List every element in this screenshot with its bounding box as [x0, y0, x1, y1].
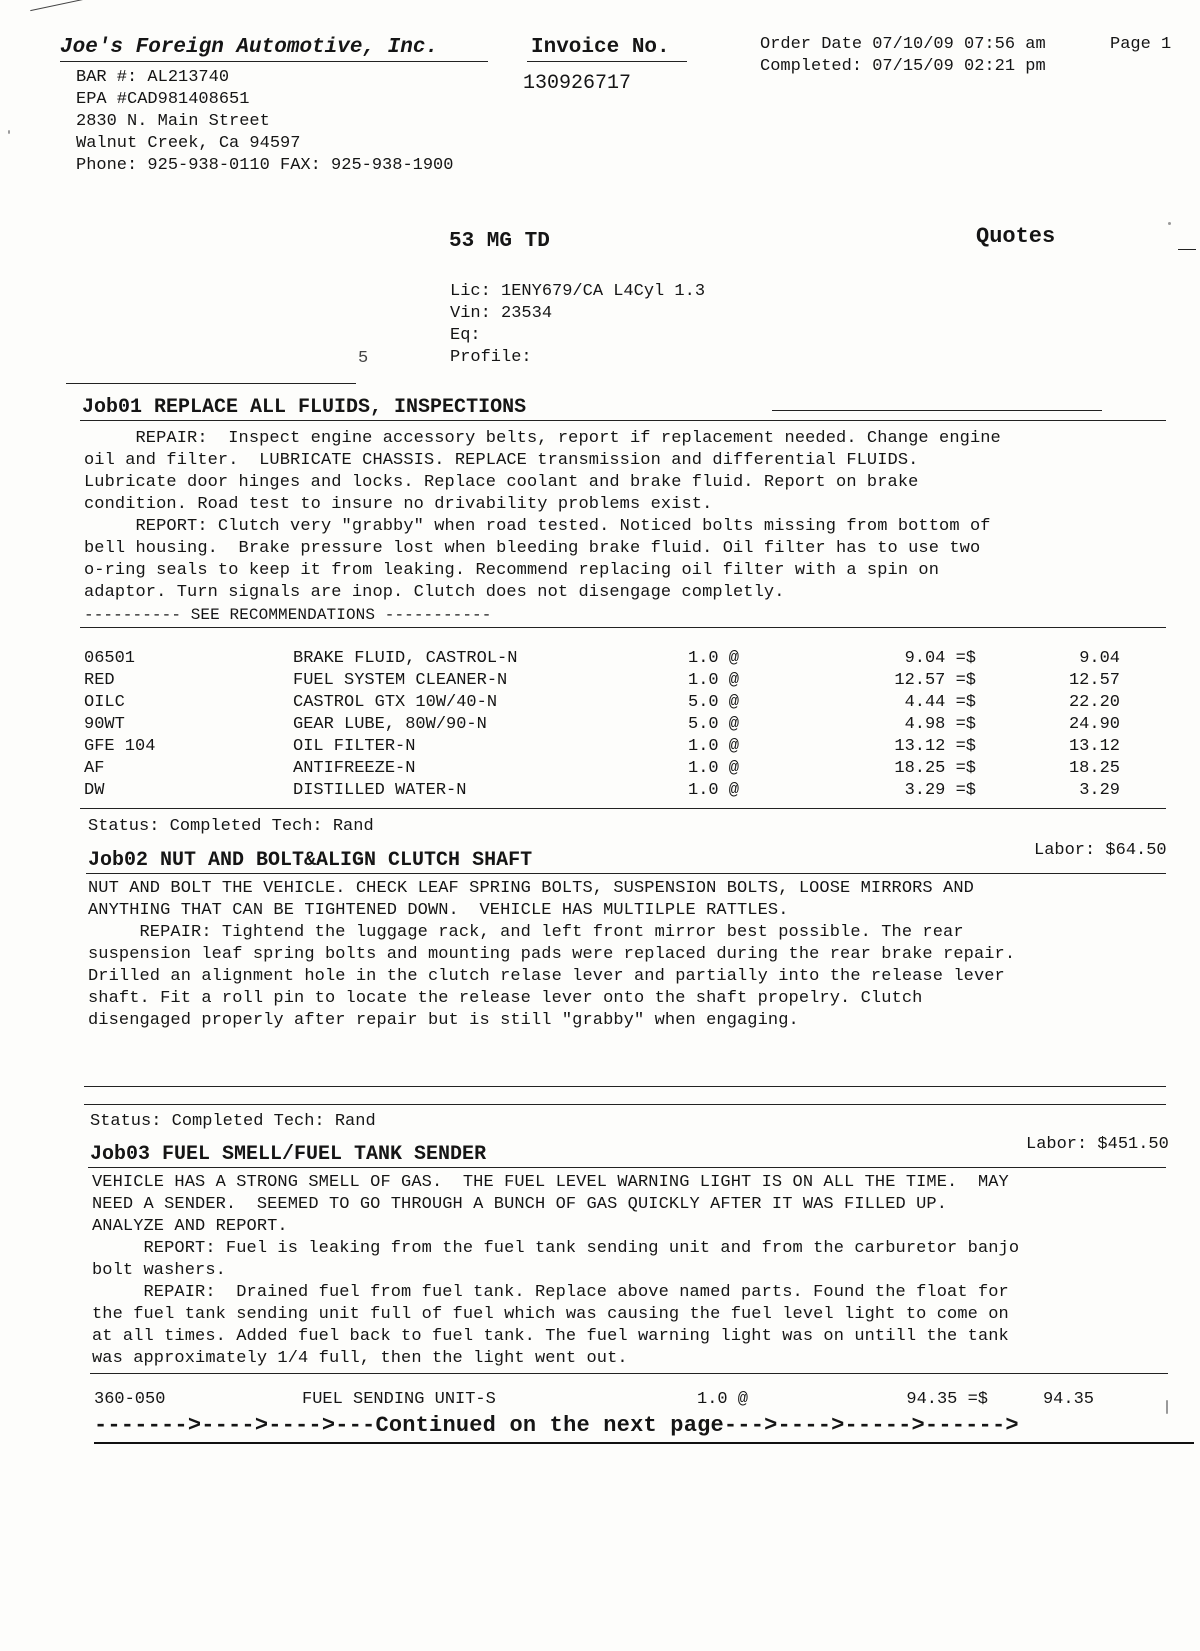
part-total: 18.25 — [1068, 759, 1120, 778]
job3-line: the fuel tank sending unit full of fuel which was causing the fuel level light to come on — [92, 1305, 1009, 1324]
bar-number: BAR #: AL213740 — [76, 68, 230, 87]
job1-line: adaptor. Turn signals are inop. Clutch does not disengage completly. — [84, 583, 785, 602]
company-name: Joe's Foreign Automotive, Inc. — [60, 36, 439, 59]
invoice-number: 130926717 — [523, 72, 632, 95]
job1-line: oil and filter. LUBRICATE CHASSIS. REPLACE transmission and differential FLUIDS. — [84, 451, 919, 470]
completed-date: Completed: 07/15/09 02:21 pm — [760, 57, 1046, 76]
part-code: 06501 — [84, 649, 136, 668]
scan-speck — [1166, 1400, 1168, 1414]
part-desc: CASTROL GTX 10W/40-N — [293, 693, 498, 712]
order-date: Order Date 07/10/09 07:56 am — [760, 35, 1046, 54]
parts-bottom-divider — [80, 808, 1166, 809]
part-total: 13.12 — [1068, 737, 1120, 756]
stray-mark-5: 5 — [358, 349, 369, 368]
job2-line: disengaged properly after repair but is still "grabby" when engaging. — [88, 1011, 799, 1030]
part-code: OILC — [84, 693, 125, 712]
job2-labor: Labor: $64.50 — [1034, 841, 1167, 860]
scan-speck — [8, 130, 10, 134]
part-code: DW — [84, 781, 105, 800]
part-qty: 1.0 @ — [688, 737, 740, 756]
job1-title-line — [80, 420, 1166, 421]
job3-title: Job03 FUEL SMELL/FUEL TANK SENDER — [90, 1143, 487, 1166]
table-row — [84, 693, 1120, 715]
part-qty: 1.0 @ — [688, 671, 740, 690]
part-desc: ANTIFREEZE-N — [293, 759, 416, 778]
part-total: 22.20 — [1068, 693, 1120, 712]
job2-line: REPAIR: Tightend the luggage rack, and left front mirror best possible. The rear — [88, 923, 964, 942]
part-total: 3.29 — [1079, 781, 1120, 800]
part-desc: FUEL SENDING UNIT-S — [302, 1390, 496, 1409]
table-row — [84, 737, 1120, 759]
part-qty: 1.0 @ — [688, 649, 740, 668]
part-code: 360-050 — [94, 1390, 166, 1409]
job2-line: ANYTHING THAT CAN BE TIGHTENED DOWN. VEHICLE HAS MULTILPLE RATTLES. — [88, 901, 789, 920]
part-desc: BRAKE FLUID, CASTROL-N — [293, 649, 518, 668]
job3-line: at all times. Added fuel back to fuel tank. The fuel warning light was on untill the tank — [92, 1327, 1009, 1346]
job2-status: Status: Completed Tech: Rand — [90, 1112, 376, 1131]
vehicle-name: 53 MG TD — [449, 230, 550, 253]
part-price: 4.98 =$ — [904, 715, 976, 734]
part-price: 13.12 =$ — [894, 737, 976, 756]
profile-info: Profile: — [450, 348, 532, 367]
parts-divider — [80, 627, 1166, 628]
job3-line: ANALYZE AND REPORT. — [92, 1217, 288, 1236]
job3-line: NEED A SENDER. SEEMED TO GO THROUGH A BUNCH OF GAS QUICKLY AFTER IT WAS FILLED UP. — [92, 1195, 948, 1214]
phone-fax: Phone: 925-938-0110 FAX: 925-938-1900 — [76, 156, 454, 175]
invoice-label: Invoice No. — [531, 36, 670, 59]
invoice-underline — [527, 61, 687, 62]
part-desc: GEAR LUBE, 80W/90-N — [293, 715, 487, 734]
part-desc: OIL FILTER-N — [293, 737, 416, 756]
part-price: 94.35 =$ — [906, 1390, 988, 1409]
part-total: 9.04 — [1079, 649, 1120, 668]
job1-title: Job01 REPLACE ALL FLUIDS, INSPECTIONS — [82, 396, 527, 419]
part-price: 18.25 =$ — [894, 759, 976, 778]
vin-info: Vin: 23534 — [450, 304, 553, 323]
part-total: 12.57 — [1068, 671, 1120, 690]
part-code: GFE 104 — [84, 737, 156, 756]
quotes-label: Quotes — [976, 224, 1056, 249]
job2-line: shaft. Fit a roll pin to locate the release lever onto the shaft propelry. Clutch — [88, 989, 923, 1008]
page-number: Page 1 — [1110, 35, 1172, 54]
part-qty: 1.0 @ — [697, 1390, 749, 1409]
margin-dash — [1178, 249, 1196, 250]
job1-line: o-ring seals to keep it from leaking. Recommend replacing oil filter with a spin on — [84, 561, 940, 580]
eq-info: Eq: — [450, 326, 481, 345]
part-price: 12.57 =$ — [894, 671, 976, 690]
part-qty: 5.0 @ — [688, 715, 740, 734]
job3-labor: Labor: $451.50 — [1026, 1135, 1169, 1154]
part-qty: 1.0 @ — [688, 781, 740, 800]
part-total: 94.35 — [1042, 1390, 1094, 1409]
part-qty: 1.0 @ — [688, 759, 740, 778]
part-qty: 5.0 @ — [688, 693, 740, 712]
job2-blank-line-2 — [84, 1104, 1166, 1105]
part-code: AF — [84, 759, 105, 778]
table-row — [94, 1390, 1094, 1412]
job2-title-line — [86, 873, 1166, 874]
part-price: 3.29 =$ — [904, 781, 976, 800]
table-row — [84, 671, 1120, 693]
see-recommendations: ---------- SEE RECOMMENDATIONS ----------- — [84, 606, 492, 624]
job2-title: Job02 NUT AND BOLT&ALIGN CLUTCH SHAFT — [88, 849, 533, 872]
license-info: Lic: 1ENY679/CA L4Cyl 1.3 — [450, 282, 706, 301]
job1-line: Lubricate door hinges and locks. Replace coolant and brake fluid. Report on brake — [84, 473, 919, 492]
part-price: 4.44 =$ — [904, 693, 976, 712]
part-desc: DISTILLED WATER-N — [293, 781, 467, 800]
company-underline — [60, 61, 488, 62]
part-price: 9.04 =$ — [904, 649, 976, 668]
epa-number: EPA #CAD981408651 — [76, 90, 250, 109]
job1-line: REPAIR: Inspect engine accessory belts, report if replacement needed. Change engine — [84, 429, 1001, 448]
job1-line: condition. Road test to insure no drivability problems exist. — [84, 495, 713, 514]
job3-title-line — [88, 1167, 1166, 1168]
scan-speck — [1168, 222, 1171, 225]
stray-mark — [30, 0, 102, 27]
part-desc: FUEL SYSTEM CLEANER-N — [293, 671, 508, 690]
part-total: 24.90 — [1068, 715, 1120, 734]
street-address: 2830 N. Main Street — [76, 112, 270, 131]
job3-line: REPORT: Fuel is leaking from the fuel tank sending unit and from the carburetor banjo — [92, 1239, 1020, 1258]
continued-underline — [94, 1442, 1194, 1444]
table-row — [84, 759, 1120, 781]
job2-line: Drilled an alignment hole in the clutch relase lever and partially into the release lever — [88, 967, 1005, 986]
continued-notice: ------->---->---->---Continued on the next page--->---->----->------> — [94, 1413, 1019, 1438]
table-row — [84, 649, 1120, 671]
job3-line: was approximately 1/4 full, then the light went out. — [92, 1349, 628, 1368]
part-code: 90WT — [84, 715, 125, 734]
part-code: RED — [84, 671, 115, 690]
job1-title-line-b — [772, 410, 1102, 411]
job3-line: REPAIR: Drained fuel from fuel tank. Replace above named parts. Found the float for — [92, 1283, 1009, 1302]
city-address: Walnut Creek, Ca 94597 — [76, 134, 301, 153]
job2-line: suspension leaf spring bolts and mounting pads were replaced during the rear brake repair. — [88, 945, 1016, 964]
job1-line: REPORT: Clutch very "grabby" when road tested. Noticed bolts missing from bottom of — [84, 517, 991, 536]
table-row — [84, 715, 1120, 737]
table-row — [84, 781, 1120, 803]
job2-line: NUT AND BOLT THE VEHICLE. CHECK LEAF SPRING BOLTS, SUSPENSION BOLTS, LOOSE MIRRORS AND — [88, 879, 974, 898]
job1-status: Status: Completed Tech: Rand — [88, 817, 374, 836]
job3-parts-divider — [90, 1373, 1168, 1374]
divider-top — [66, 383, 356, 384]
job3-line: bolt washers. — [92, 1261, 226, 1280]
job3-line: VEHICLE HAS A STRONG SMELL OF GAS. THE FUEL LEVEL WARNING LIGHT IS ON ALL THE TIME. MAY — [92, 1173, 1009, 1192]
job2-blank-line-1 — [84, 1086, 1166, 1087]
job1-line: bell housing. Brake pressure lost when bleeding brake fluid. Oil filter has to use two — [84, 539, 981, 558]
